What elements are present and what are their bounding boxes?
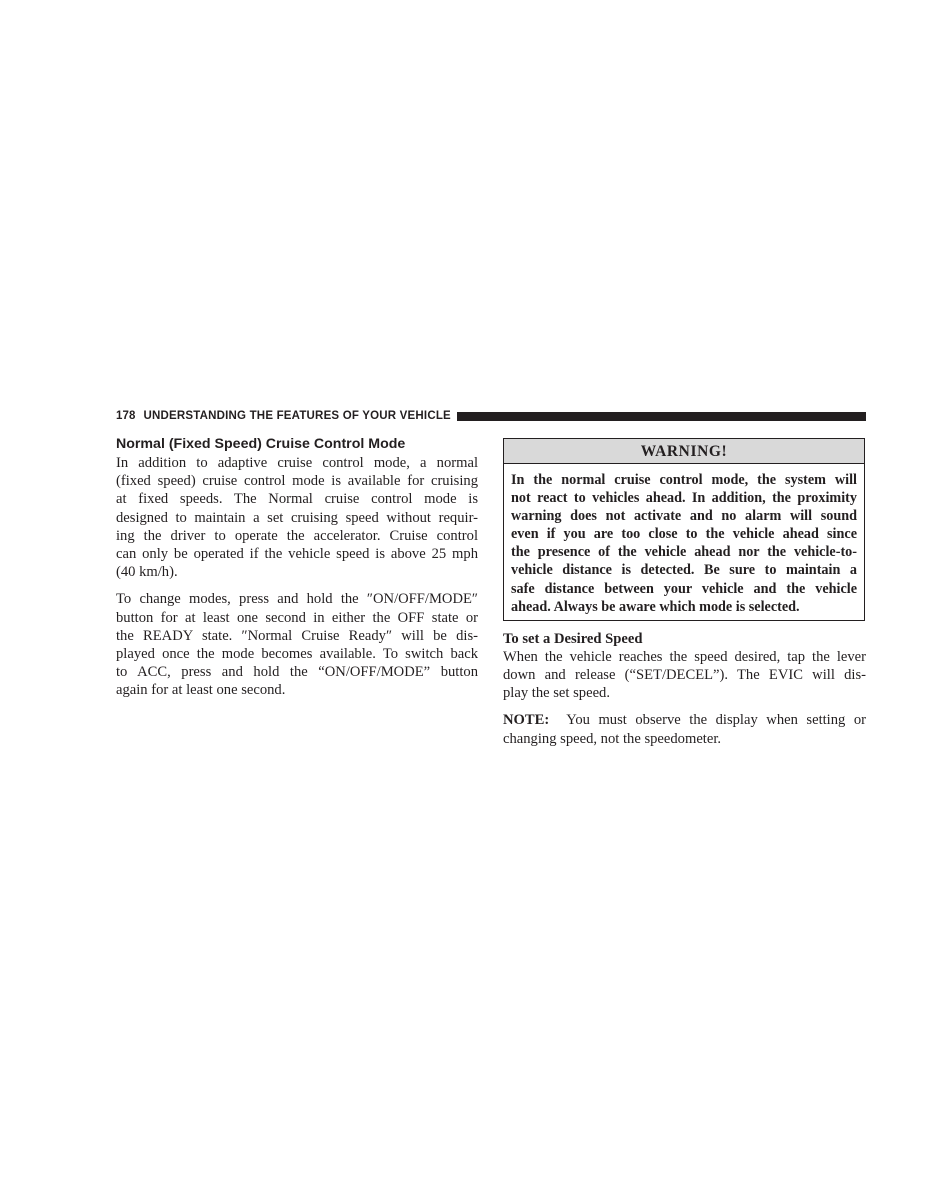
text-line: the READY state. ″Normal Cruise Ready″ will be dis- (116, 627, 478, 644)
header-rule (457, 412, 866, 421)
text-line: In the normal cruise control mode, the system will (511, 472, 857, 488)
text-line: again for at least one second. (116, 682, 286, 699)
paragraph-normal-mode (116, 454, 478, 581)
text-line: at fixed speeds. The Normal cruise control mode is (116, 491, 478, 508)
text-line: can only be operated if the vehicle speed is above 25 mph (116, 546, 478, 563)
text-line: ahead. Always be aware which mode is selected. (511, 598, 800, 615)
text-line: ing the driver to operate the accelerator. Cruise control (116, 527, 478, 544)
text-line: To change modes, press and hold the ″ON/OFF/MODE″ (116, 591, 478, 608)
text-line: (fixed speed) cruise control mode is available for cruising (116, 473, 478, 490)
text-line: to ACC, press and hold the “ON/OFF/MODE” button (116, 664, 478, 681)
paragraph-change-modes (116, 590, 478, 699)
text-line: warning does not activate and no alarm will sound (511, 508, 857, 525)
warning-title: WARNING! (504, 439, 864, 464)
note-text: You must observe the display when setting or (566, 712, 866, 729)
page-number: 178 (116, 410, 136, 422)
text-line: played once the mode becomes available. To switch back (116, 646, 478, 663)
text-line: In addition to adaptive cruise control mode, a normal (116, 455, 478, 471)
right-column (503, 438, 866, 748)
warning-box (503, 438, 865, 621)
page-header (116, 408, 866, 424)
subheading-set-speed: To set a Desired Speed (503, 630, 643, 647)
text-line: safe distance between your vehicle and the vehicle (511, 580, 857, 597)
paragraph-set-speed (503, 648, 866, 703)
left-column (116, 436, 478, 700)
text-line: even if you are too close to the vehicle ahead since (511, 526, 857, 543)
section-heading: Normal (Fixed Speed) Cruise Control Mode (116, 436, 406, 452)
running-title: UNDERSTANDING THE FEATURES OF YOUR VEHICLE (143, 410, 451, 422)
text-line: not react to vehicles ahead. In addition, the proximity (511, 490, 857, 507)
text-line: play the set speed. (503, 685, 610, 702)
text-line: button for at least one second in either the OFF state or (116, 609, 478, 626)
warning-text (504, 464, 864, 620)
text-line: down and release (“SET/DECEL”). The EVIC will dis- (503, 666, 866, 683)
note-label: NOTE: (503, 712, 550, 729)
text-line: vehicle distance is detected. Be sure to maintain a (511, 562, 857, 579)
text-line: the presence of the vehicle ahead nor the vehicle-to- (511, 544, 857, 561)
text-line: changing speed, not the speedometer. (503, 730, 722, 747)
text-line: (40 km/h). (116, 564, 178, 581)
note-paragraph (503, 711, 866, 747)
text-line: When the vehicle reaches the speed desired, tap the lever (503, 648, 866, 665)
text-line (503, 711, 866, 729)
text-line: designed to maintain a set cruising speed without requir- (116, 509, 478, 526)
